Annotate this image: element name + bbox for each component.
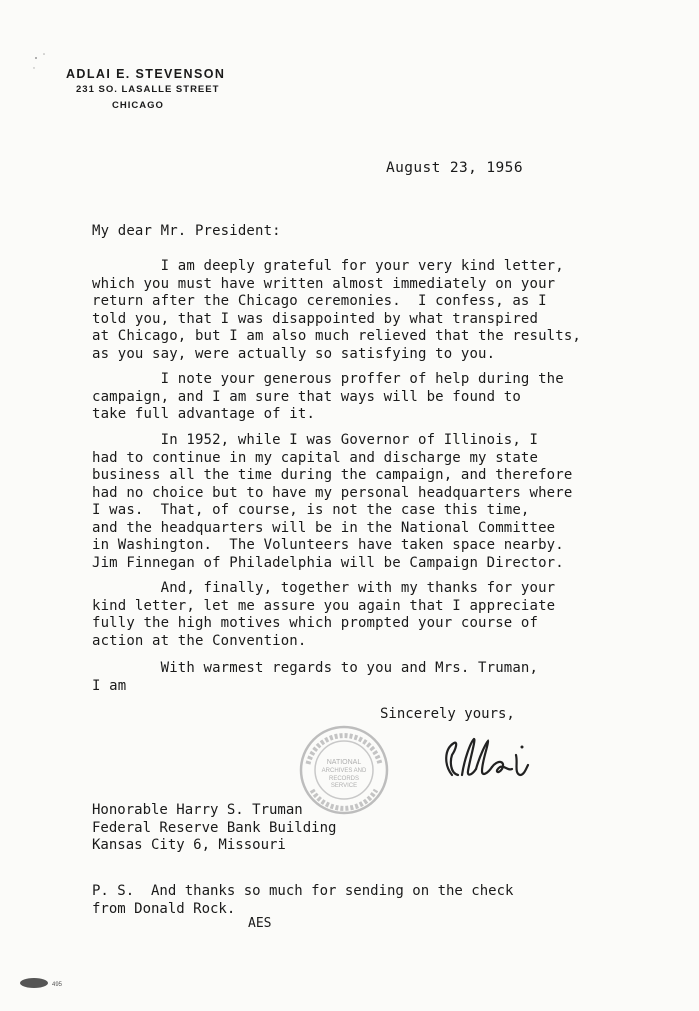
closing: Sincerely yours,: [380, 706, 515, 722]
svg-text:SERVICE: SERVICE: [330, 783, 358, 789]
letter-date: August 23, 1956: [386, 160, 523, 176]
svg-text:RECORDS: RECORDS: [328, 776, 360, 782]
paragraph-5: With warmest regards to you and Mrs. Truman, I am: [92, 660, 539, 694]
union-label-number: 495: [52, 982, 63, 988]
paper-speck-mark: [30, 50, 70, 80]
svg-text:ARCHIVES AND: ARCHIVES AND: [321, 768, 367, 774]
letterhead: [66, 66, 225, 114]
union-label-mark: [18, 976, 68, 990]
paragraph-3: In 1952, while I was Governor of Illinois, I had to continue in my capital and discharge my state business all the time during the campaign, and therefore had no choice but to have my personal headquarters where I was. That, of course, is not the case this time, and the headquarters will be in the National Committee in Washington. The Volunteers have taken space nearby. Jim Finnegan of Philadelphia will be Campaign Director.: [92, 432, 573, 571]
handwritten-signature: [434, 735, 544, 785]
letterhead-city: CHICAGO: [112, 100, 164, 111]
recipient-address: Honorable Harry S. Truman Federal Reserve Bank Building Kansas City 6, Missouri: [92, 802, 337, 853]
letterhead-name: ADLAI E. STEVENSON: [66, 67, 226, 81]
sender-initials: AES: [248, 916, 272, 931]
paragraph-1: I am deeply grateful for your very kind letter, which you must have written almost immediately on your return after the Chicago ceremonies. I confess, as I told you, that I was disappointed by what transpired at Chicago, but I am also much relieved that the results, as you say, were actually so satisfying to you.: [92, 258, 581, 362]
postscript: P. S. And thanks so much for sending on the check from Donald Rock.: [92, 883, 514, 917]
svg-text:NATIONAL: NATIONAL: [326, 759, 362, 766]
letterhead-street: 231 SO. LASALLE STREET: [76, 84, 220, 95]
paragraph-4: And, finally, together with my thanks for your kind letter, let me assure you again that I appreciate fully the high motives which prompted your course of action at the Convention.: [92, 580, 556, 649]
paragraph-2: I note your generous proffer of help during the campaign, and I am sure that ways will be found to take full advantage of it.: [92, 371, 564, 422]
salutation: My dear Mr. President:: [92, 223, 281, 239]
